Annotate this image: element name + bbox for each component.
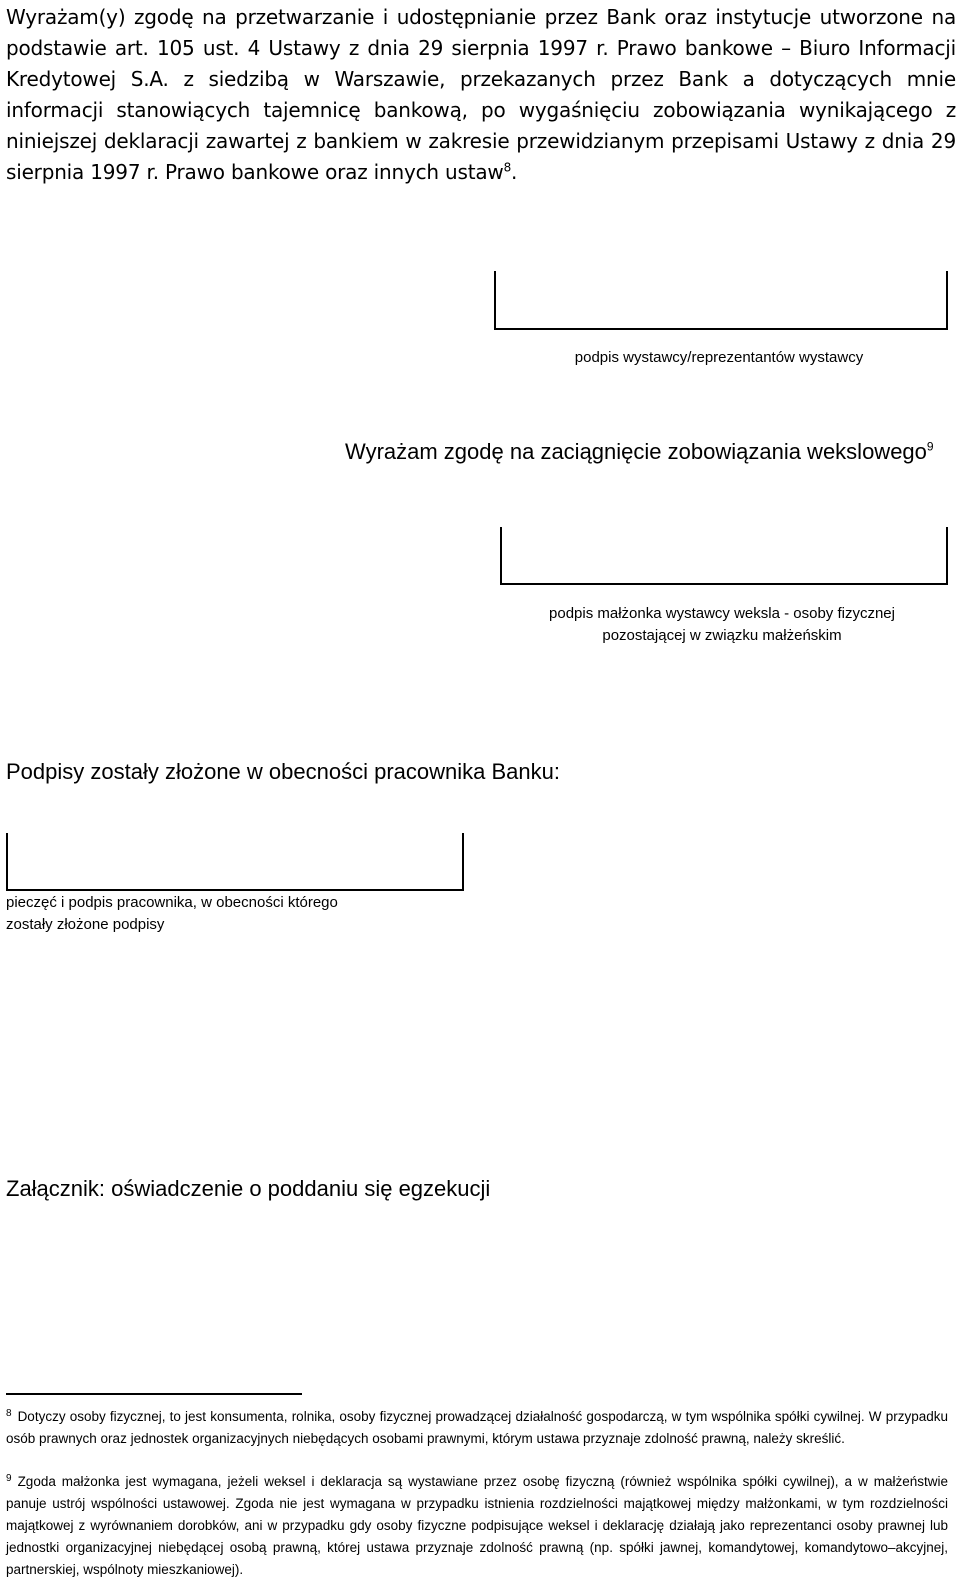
footnote-separator <box>6 1393 302 1395</box>
consent-end: . <box>511 160 518 184</box>
attachment-heading: Załącznik: oświadczenie o poddaniu się egzekucji <box>6 1176 491 1201</box>
bank-caption-line2: zostały złożone podpisy <box>6 916 165 933</box>
spouse-consent-text: Wyrażam zgodę na zaciągnięcie zobowiązania wekslowego <box>345 439 927 464</box>
footnote-number: 8 <box>6 1407 12 1419</box>
spouse-caption-line1: podpis małżonka wystawcy weksla - osoby fizycznej <box>549 605 895 622</box>
consent-text: Wyrażam(y) zgodę na przetwarzanie i udostępnianie przez Bank oraz instytucje utworzone na podstawie art. 105 ust. 4 Ustawy z dnia 29 sierpnia 1997 r. Prawo bankowe – Biuro Informacji Kredytowej S.A. z siedzibą w Warszawie, przekazanych przez Bank a dotyczących mnie informacji stanowiących tajemnicę bankową, po wygaśnięciu zobowiązania wynikającego z niniejszej deklaracji zawartej z bankiem w zakresie przewidzianym przepisami Ustawy z dnia 29 sierpnia 1997 r. Prawo bankowe oraz innych ustaw <box>6 5 956 184</box>
bank-caption-line1: pieczęć i podpis pracownika, w obecności którego <box>6 894 338 911</box>
consent-paragraph <box>6 2 956 188</box>
spouse-caption-line2: pozostającej w związku małżeńskim <box>602 627 842 644</box>
footnote-text: Dotyczy osoby fizycznej, to jest konsumenta, rolnika, osoby fizycznej prowadzącej działalność gospodarczą, w tym wspólnika spółki cywilnej. W przypadku osób prawnych oraz jednostek organizacyjnych niebędących osobami prawnymi, którym ustawa przyznaje zdolność prawną, należy skreślić. <box>6 1409 948 1446</box>
spouse-signature-caption <box>500 603 944 647</box>
footnote-9 <box>6 1471 948 1581</box>
bank-employee-signature-field[interactable] <box>6 833 464 891</box>
spouse-consent-heading <box>345 437 934 467</box>
footnote-number: 9 <box>6 1472 12 1484</box>
bank-witness-heading: Podpisy zostały złożone w obecności pracownika Banku: <box>6 759 560 784</box>
issuer-signature-field[interactable] <box>494 271 948 330</box>
footnote-ref-8[interactable]: 8 <box>503 160 512 175</box>
footnote-ref-9[interactable]: 9 <box>926 439 934 454</box>
bank-employee-signature-caption <box>6 892 466 936</box>
issuer-signature-caption: podpis wystawcy/reprezentantów wystawcy <box>574 349 864 366</box>
spouse-signature-field[interactable] <box>500 527 948 585</box>
footnote-8 <box>6 1406 948 1450</box>
footnote-text: Zgoda małżonka jest wymagana, jeżeli weksel i deklaracja są wystawiane przez osobę fizyczną (również wspólnika spółki cywilnej), a w małżeństwie panuje ustrój wspólności ustawowej. Zgoda nie jest wymagana w przypadku istnienia rozdzielności majątkowej między małżonkami, w tym rozdzielności majątkowej z wyrównaniem dorobków, ani w przypadku gdy osoby fizyczne podpisujące weksel i deklarację działają jako reprezentanci osoby prawnej lub jednostki organizacyjnej niebędącej osobą prawną, której ustawa przyznaje zdolność prawną (np. spółki jawnej, komandytowej, komandytowo–akcyjnej, partnerskiej, wspólnoty mieszkaniowej). <box>6 1474 948 1577</box>
